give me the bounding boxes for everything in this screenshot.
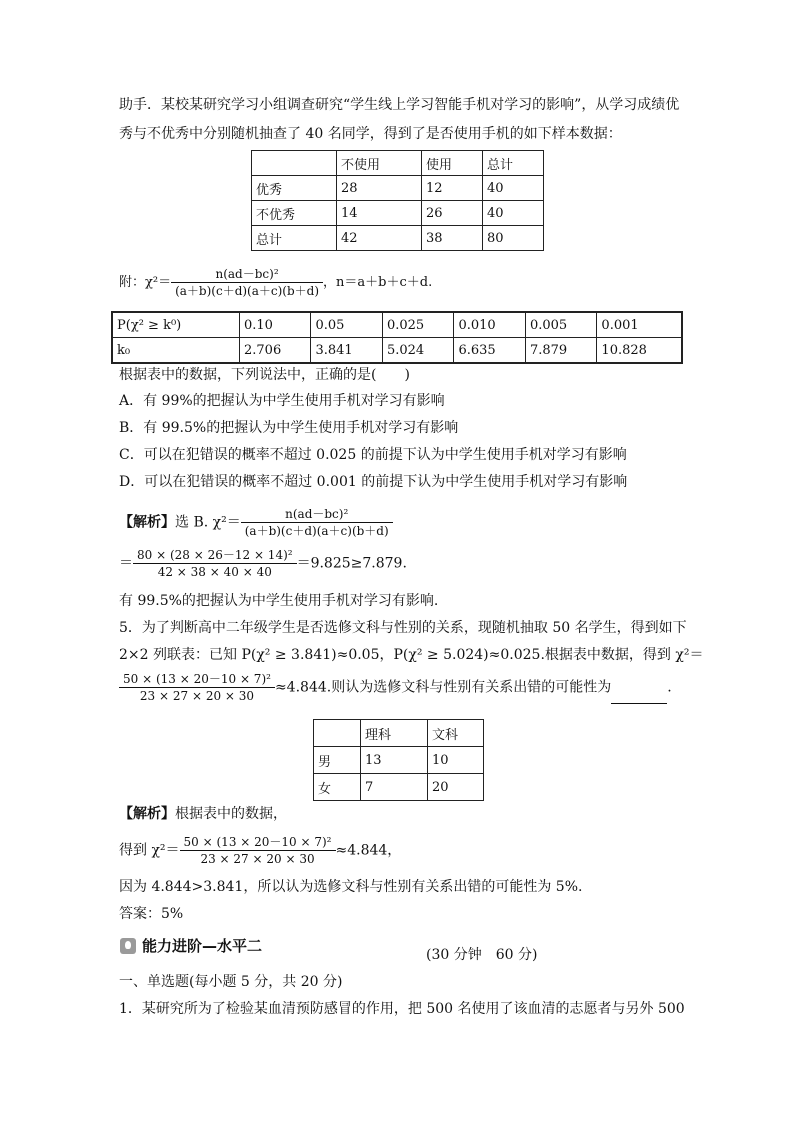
analysis-lead: 得到 χ²＝ (119, 842, 180, 859)
table-cell: P(χ² ≥ k⁰) (112, 312, 240, 338)
intro-line-1: 助手．某校某研究学习小组调查研究“学生线上学习智能手机对学习的影响”，从学习成绩优 (119, 97, 680, 113)
table-row (252, 226, 544, 251)
question-5-line-3 (119, 671, 672, 704)
table-cell: 2.706 (240, 338, 311, 364)
fraction-numerator: 50 × (13 × 20－10 × 7)² (119, 671, 275, 688)
question-1-line: 1．某研究所为了检验某血清预防感冒的作用，把 500 名使用了该血清的志愿者与另外 500 (119, 1001, 685, 1017)
table-cell: 总计 (252, 226, 337, 251)
analysis-4-line-1 (119, 506, 393, 539)
question-5-tail: ≈4.844.则认为选修文科与性别有关系出错的可能性为 (274, 679, 612, 696)
analysis-result: ＝9.825≥7.879. (296, 555, 407, 572)
table-cell: 理科 (361, 720, 428, 747)
table-cell: 26 (422, 201, 483, 226)
formula-fraction (180, 834, 336, 867)
table-cell: 0.010 (454, 312, 525, 338)
table-cell: 7 (361, 774, 428, 801)
phone-usage-table (251, 150, 544, 251)
formula-fraction (171, 266, 323, 299)
table-cell: 优秀 (252, 176, 337, 201)
table-cell: 40 (483, 201, 544, 226)
question-stem: 根据表中的数据，下列说法中，正确的是( ) (119, 367, 410, 383)
analysis-4-conclusion: 有 99.5%的把握认为中学生使用手机对学习有影响. (119, 593, 439, 609)
table-cell (314, 720, 361, 747)
formula-suffix: ，n＝a＋b＋c＋d. (323, 275, 433, 290)
fraction-denominator: 23 × 27 × 20 × 30 (200, 852, 315, 866)
formula-fraction (241, 506, 393, 539)
fraction-numerator: 50 × (13 × 20－10 × 7)² (180, 834, 336, 851)
formula-fraction (119, 671, 275, 704)
table-cell: 0.005 (525, 312, 596, 338)
analysis-5-line-2 (119, 834, 401, 867)
table-cell: k₀ (112, 338, 240, 364)
table-row (112, 338, 682, 364)
table-cell: 5.024 (382, 338, 453, 364)
table-row (314, 747, 484, 774)
table-cell: 6.635 (454, 338, 525, 364)
table-cell: 不优秀 (252, 201, 337, 226)
table-cell: 20 (428, 774, 484, 801)
table-cell: 0.05 (311, 312, 382, 338)
fraction-numerator: n(ad－bc)² (171, 266, 323, 283)
table-cell: 女 (314, 774, 361, 801)
fraction-numerator: n(ad－bc)² (241, 506, 393, 523)
table-header-row (252, 151, 544, 176)
table-cell: 0.10 (240, 312, 311, 338)
analysis-lead: 选 B. χ²＝ (175, 514, 241, 531)
table-row (314, 774, 484, 801)
option-d: D．可以在犯错误的概率不超过 0.001 的前提下认为中学生使用手机对学习有影响 (119, 474, 628, 490)
table-cell: 0.001 (597, 312, 682, 338)
table-cell: 80 (483, 226, 544, 251)
table-cell: 13 (361, 747, 428, 774)
intro-line-2: 秀与不优秀中分别随机抽查了 40 名同学，得到了是否使用手机的如下样本数据： (119, 126, 622, 142)
answer-line: 答案：5% (119, 906, 184, 922)
table-cell: 12 (422, 176, 483, 201)
table-row (252, 176, 544, 201)
table-cell: 28 (337, 176, 422, 201)
table-cell: 10 (428, 747, 484, 774)
table-cell: 14 (337, 201, 422, 226)
table-cell: 总计 (483, 151, 544, 176)
table-cell: 0.025 (382, 312, 453, 338)
analysis-5-because: 因为 4.844>3.841，所以认为选修文科与性别有关系出错的可能性为 5%. (119, 879, 583, 895)
table-cell: 不使用 (337, 151, 422, 176)
formula-prefix: 附：χ²＝ (119, 275, 172, 290)
equals-sign: ＝ (119, 555, 133, 572)
table-row (252, 201, 544, 226)
table-cell: 40 (483, 176, 544, 201)
table-cell: 文科 (428, 720, 484, 747)
table-cell: 3.841 (311, 338, 382, 364)
analysis-tag: 【解析】 (119, 806, 175, 822)
analysis-tail: ≈4.844， (335, 842, 402, 859)
option-c: C．可以在犯错误的概率不超过 0.025 的前提下认为中学生使用手机对学习有影响 (119, 447, 627, 463)
section-title: 能力进阶—水平二 (142, 937, 263, 955)
analysis-text: 根据表中的数据， (175, 806, 287, 822)
fraction-denominator: (a＋b)(c＋d)(a＋c)(b＋d) (244, 524, 389, 538)
analysis-5-line-1 (119, 805, 287, 823)
fraction-denominator: (a＋b)(c＋d)(a＋c)(b＋d) (175, 284, 320, 298)
table-cell: 使用 (422, 151, 483, 176)
table-row (112, 312, 682, 338)
answer-blank (611, 689, 667, 704)
table-cell: 7.879 (525, 338, 596, 364)
table-header-row (314, 720, 484, 747)
option-b: B．有 99.5%的把握认为中学生使用手机对学习有影响 (119, 420, 459, 436)
section-time: (30 分钟 60 分) (426, 947, 538, 963)
table-cell: 男 (314, 747, 361, 774)
gender-subject-table (313, 719, 484, 801)
table-cell: 10.828 (597, 338, 682, 364)
question-5-end: . (667, 679, 672, 696)
formula-fraction (133, 547, 297, 580)
analysis-4-line-2 (119, 547, 407, 580)
lightbulb-icon (120, 938, 136, 954)
table-cell (252, 151, 337, 176)
section-subtitle: 一、单选题(每小题 5 分，共 20 分) (119, 974, 343, 990)
table-cell: 42 (337, 226, 422, 251)
chi-square-formula (119, 266, 432, 299)
critical-value-table (111, 311, 683, 364)
question-5-line-2: 2×2 列联表：已知 P(χ² ≥ 3.841)≈0.05，P(χ² ≥ 5.024)≈0.025.根据表中数据，得到 χ²＝ (119, 647, 704, 663)
question-5-line-1: 5．为了判断高中二年级学生是否选修文科与性别的关系，现随机抽取 50 名学生，得到如下 (119, 620, 687, 636)
fraction-numerator: 80 × (28 × 26－12 × 14)² (133, 547, 297, 564)
option-a: A．有 99%的把握认为中学生使用手机对学习有影响 (119, 393, 445, 409)
table-cell: 38 (422, 226, 483, 251)
fraction-denominator: 23 × 27 × 20 × 30 (139, 689, 255, 703)
analysis-tag: 【解析】 (119, 514, 175, 531)
fraction-denominator: 42 × 38 × 40 × 40 (157, 565, 272, 579)
